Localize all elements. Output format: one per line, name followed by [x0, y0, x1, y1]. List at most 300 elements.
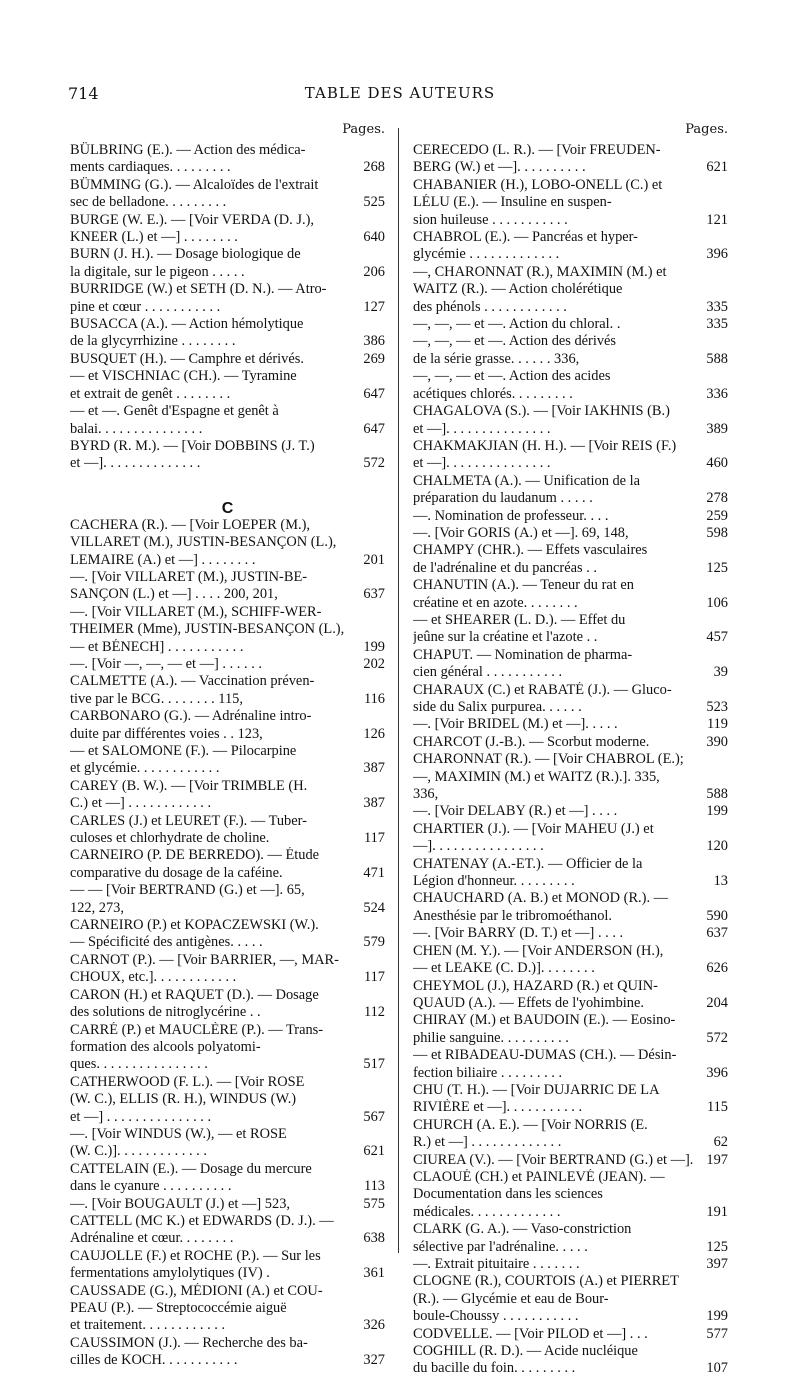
entry-text: — et BÉNECH] . . . . . . . . . . .	[70, 638, 244, 655]
entry-page-reference	[694, 978, 728, 995]
entry-page-reference: 588	[706, 786, 728, 803]
entry-text: 122, 273,	[70, 899, 124, 916]
entry-page-reference	[351, 1213, 385, 1230]
entry-line	[413, 925, 728, 942]
entry-line	[413, 421, 728, 438]
entry-page-reference: 621	[363, 1143, 385, 1160]
entry-line	[70, 351, 385, 368]
entry-page-reference: 206	[363, 263, 385, 280]
entry-page-reference: 523	[706, 699, 728, 715]
entry-text: CARNEIRO (P.) et KOPACZEWSKI (W.).	[70, 917, 319, 934]
index-entry	[70, 1161, 385, 1213]
entry-page-reference: 202	[363, 655, 385, 672]
entry-page-reference: 201	[363, 551, 385, 568]
entry-page-reference: 471	[363, 864, 385, 881]
entry-line	[70, 934, 385, 951]
index-entry	[413, 821, 728, 856]
entry-text: —. Nomination de professeur. . . .	[413, 507, 609, 524]
index-entry	[70, 1074, 385, 1161]
entry-line	[70, 1196, 385, 1213]
entry-line	[70, 1248, 385, 1265]
entry-text: CLARK (G. A.). — Vaso-constriction	[413, 1221, 632, 1238]
index-entry	[413, 1117, 728, 1152]
running-title: TABLE DES AUTEURS	[304, 84, 496, 102]
entry-line	[413, 560, 728, 577]
entry-text: 336,	[413, 786, 439, 803]
entry-page-reference	[694, 1012, 728, 1029]
entry-line	[413, 1030, 728, 1047]
entry-line	[413, 699, 728, 716]
entry-text: balai. . . . . . . . . . . . . . .	[70, 420, 203, 437]
entry-page-reference: 577	[706, 1325, 728, 1342]
entry-line	[413, 960, 728, 977]
index-entry	[70, 517, 385, 569]
index-entry	[70, 656, 385, 673]
entry-page-reference	[351, 368, 385, 385]
entry-line	[413, 299, 728, 316]
entry-text: CHAKMAKJIAN (H. H.). — [Voir REIS (F.)	[413, 437, 677, 454]
index-entry	[413, 1152, 728, 1169]
index-entry	[413, 1343, 728, 1378]
entry-page-reference: 119	[706, 716, 728, 733]
entry-text: CAREY (B. W.). — [Voir TRIMBLE (H.	[70, 777, 308, 794]
entry-page-reference: 115	[706, 1099, 728, 1116]
entry-text: COGHILL (R. D.). — Acide nucléique	[413, 1343, 638, 1360]
entry-text: préparation du laudanum . . . . .	[413, 490, 593, 507]
entry-line	[70, 281, 385, 298]
entry-line	[413, 595, 728, 612]
entry-text: — Spécificité des antigènes. . . . .	[70, 934, 263, 951]
entry-text: CAUSSIMON (J.). — Recherche des ba-	[70, 1334, 308, 1351]
entry-page-reference	[351, 1074, 385, 1091]
entry-line	[70, 1230, 385, 1247]
entry-page-reference: 637	[706, 925, 728, 942]
entry-text: BURGE (W. E.). — [Voir VERDA (D. J.),	[70, 211, 314, 228]
index-entry	[413, 751, 728, 821]
index-entry	[70, 438, 385, 473]
entry-text: et —]. . . . . . . . . . . . . . .	[413, 455, 551, 472]
entry-page-reference: 62	[713, 1134, 728, 1151]
entry-line	[70, 1004, 385, 1021]
entry-line	[413, 1065, 728, 1082]
entry-text: CARLES (J.) et LEURET (F.). — Tuber-	[70, 812, 307, 829]
index-entry	[413, 978, 728, 1013]
entry-text: sec de belladone. . . . . . . . .	[70, 194, 227, 211]
entry-text: THEIMER (Mme), JUSTIN-BESANÇON (L.),	[70, 621, 345, 638]
entry-page-reference	[351, 1091, 385, 1108]
entry-page-reference: 269	[363, 350, 385, 367]
pages-column-label: Pages.	[342, 122, 385, 137]
entry-text: CHAPUT. — Nomination de pharma-	[413, 646, 633, 663]
entry-line	[70, 1300, 385, 1317]
entry-page-reference: 460	[706, 455, 728, 472]
entry-text: CHIRAY (M.) et BAUDOIN (E.). — Eosino-	[413, 1012, 676, 1029]
entry-page-reference: 278	[706, 490, 728, 507]
entry-text: CHOUX, etc.]. . . . . . . . . . . .	[70, 969, 237, 986]
entry-page-reference	[694, 264, 728, 281]
entry-line	[70, 1039, 385, 1056]
entry-page-reference: 113	[363, 1178, 385, 1195]
entry-text: —. [Voir WINDUS (W.), — et ROSE	[70, 1125, 287, 1142]
entry-line	[70, 1126, 385, 1143]
entry-line	[413, 873, 728, 890]
entry-line	[70, 743, 385, 760]
index-entry	[70, 569, 385, 604]
entry-text: CHURCH (A. E.). — [Voir NORRIS (E.	[413, 1116, 648, 1133]
entry-line	[413, 194, 728, 211]
entry-page-reference: 389	[706, 420, 728, 437]
entry-text: comparative du dosage de la caféine.	[70, 864, 283, 881]
page-header	[0, 84, 800, 106]
entry-text: fermentations amylolytiques (IV) .	[70, 1265, 270, 1282]
entry-text: CHARONNAT (R.). — [Voir CHABROL (E.);	[413, 751, 684, 768]
entry-page-reference: 638	[363, 1230, 385, 1247]
entry-text: culoses et chlorhydrate de choline.	[70, 830, 270, 847]
entry-page-reference	[351, 882, 385, 899]
entry-page-reference: 640	[363, 229, 385, 246]
entry-line	[413, 1239, 728, 1256]
entry-text: — et VISCHNIAC (CH.). — Tyramine	[70, 368, 297, 385]
entry-text: —, CHARONNAT (R.), MAXIMIN (M.) et	[413, 263, 667, 280]
entry-page-reference	[694, 890, 728, 907]
index-entry	[413, 734, 728, 751]
entry-text: CHABANIER (H.), LOBO-ONELL (C.) et	[413, 176, 663, 193]
entry-line	[70, 726, 385, 743]
entry-text: de l'adrénaline et du pancréas . .	[413, 559, 597, 576]
entry-text: CARNOT (P.). — [Voir BARRIER, —, MAR-	[70, 951, 339, 968]
entry-page-reference: 106	[706, 594, 728, 611]
entry-line	[413, 281, 728, 298]
entry-line	[413, 525, 728, 542]
entry-line	[413, 1012, 728, 1029]
entry-line	[70, 264, 385, 281]
entry-line	[413, 1047, 728, 1064]
entry-page-reference: 39	[713, 664, 728, 681]
entry-page-reference	[694, 1343, 728, 1360]
entry-page-reference: 525	[363, 194, 385, 211]
entry-page-reference: 336	[706, 385, 728, 402]
entry-line	[70, 212, 385, 229]
index-entry	[70, 708, 385, 778]
entry-line	[70, 403, 385, 420]
entry-page-reference: 335	[706, 298, 728, 315]
entry-text: et traitement. . . . . . . . . . . .	[70, 1317, 226, 1334]
entry-line	[413, 1117, 728, 1134]
entry-text: Documentation dans les sciences	[413, 1186, 603, 1203]
entry-text: QUAUD (A.). — Effets de l'yohimbine.	[413, 994, 644, 1011]
entry-line	[70, 987, 385, 1004]
entry-line	[70, 656, 385, 673]
entry-text: la digitale, sur le pigeon . . . . .	[70, 263, 245, 280]
entry-page-reference	[351, 708, 385, 725]
entry-line	[70, 1022, 385, 1039]
entry-text: cilles de KOCH. . . . . . . . . . .	[70, 1352, 238, 1369]
entry-line	[70, 177, 385, 194]
entry-page-reference	[694, 856, 728, 873]
entry-page-reference: 457	[706, 629, 728, 646]
entry-line	[413, 890, 728, 907]
entry-text: CLOGNE (R.), COURTOIS (A.) et PIERRET	[413, 1273, 679, 1290]
entry-line	[70, 1178, 385, 1195]
entry-page-reference	[694, 403, 728, 420]
entry-page-reference: 116	[363, 690, 385, 707]
entry-page-reference	[351, 987, 385, 1004]
entry-page-reference: 517	[363, 1056, 385, 1073]
entry-text: —. [Voir GORIS (A.) et —]. 69, 148,	[413, 524, 629, 541]
entry-text: CHEN (M. Y.). — [Voir ANDERSON (H.),	[413, 942, 664, 959]
entry-line	[70, 569, 385, 586]
entry-page-reference	[351, 1039, 385, 1056]
entry-line	[413, 647, 728, 664]
entry-line	[70, 386, 385, 403]
index-entry	[413, 1221, 728, 1273]
entry-text: CHAGALOVA (S.). — [Voir IAKHNIS (B.)	[413, 403, 670, 420]
entry-page-reference	[694, 368, 728, 385]
index-entry	[413, 1012, 728, 1082]
index-entry	[413, 542, 728, 577]
entry-text: —, —, — et —. Action des dérivés	[413, 333, 617, 350]
entry-line	[70, 1283, 385, 1300]
entry-page-reference	[694, 821, 728, 838]
index-entry	[70, 1335, 385, 1370]
index-entry	[413, 1326, 728, 1343]
entry-text: pine et cœur . . . . . . . . . . .	[70, 298, 221, 315]
entry-line	[413, 1152, 728, 1169]
index-entries-b	[70, 142, 385, 473]
entry-line	[70, 1213, 385, 1230]
entry-text: —. [Voir BARRY (D. T.) et —] . . . .	[413, 925, 624, 942]
entry-line	[413, 264, 728, 281]
entry-text: philie sanguine. . . . . . . . . .	[413, 1029, 569, 1046]
entry-text: CAUJOLLE (F.) et ROCHE (P.). — Sur les	[70, 1247, 321, 1264]
index-entry	[413, 647, 728, 682]
entry-text: créatine et en azote. . . . . . . .	[413, 594, 578, 611]
entry-page-reference	[351, 952, 385, 969]
entry-page-reference: 13	[713, 873, 728, 890]
entry-line	[413, 508, 728, 525]
entry-page-reference	[351, 743, 385, 760]
entry-line	[413, 177, 728, 194]
entry-text: et —] . . . . . . . . . . . . . . .	[70, 1108, 212, 1125]
entry-text: formation des alcools polyatomi-	[70, 1038, 261, 1055]
entry-page-reference: 567	[363, 1108, 385, 1125]
entry-line	[70, 159, 385, 176]
index-entry	[413, 229, 728, 403]
entry-page-reference	[694, 682, 728, 699]
entry-text: —, —, — et —. Action des acides	[413, 368, 611, 385]
entry-text: Anesthésie par le tribromoéthanol.	[413, 907, 613, 924]
index-entry	[413, 1273, 728, 1325]
entry-line	[70, 865, 385, 882]
index-entry	[70, 1022, 385, 1074]
entry-text: CARBONARO (G.). — Adrénaline intro-	[70, 708, 312, 725]
index-entry	[413, 438, 728, 473]
entry-line	[70, 1265, 385, 1282]
index-entry	[413, 856, 728, 891]
entry-text: CHAUCHARD (A. B.) et MONOD (R.). —	[413, 890, 669, 907]
entry-line	[413, 1221, 728, 1238]
entry-page-reference	[694, 1169, 728, 1186]
entry-line	[70, 586, 385, 603]
entry-page-reference	[694, 438, 728, 455]
entry-page-reference: 126	[363, 725, 385, 742]
entry-page-reference	[351, 1248, 385, 1265]
entry-page-reference: 572	[363, 455, 385, 472]
entry-text: CHATENAY (A.-ET.). — Officier de la	[413, 855, 643, 872]
entry-line	[70, 229, 385, 246]
entry-page-reference: 268	[363, 159, 385, 176]
entry-text: des phénols . . . . . . . . . . . .	[413, 298, 567, 315]
entry-text: CATTELL (MC K.) et EDWARDS (D. J.). —	[70, 1212, 334, 1229]
entry-line	[70, 333, 385, 350]
index-entry	[413, 890, 728, 942]
entry-text: CHAMPY (CHR.). — Effets vasculaires	[413, 542, 648, 559]
entry-text: jeûne sur la créatine et l'azote . .	[413, 629, 598, 646]
entry-line	[70, 194, 385, 211]
index-entry	[70, 673, 385, 708]
entry-page-reference: 396	[706, 1064, 728, 1081]
entry-line	[70, 917, 385, 934]
entry-page-reference	[694, 1291, 728, 1308]
entry-line	[413, 1256, 728, 1273]
entry-page-reference: 626	[706, 960, 728, 977]
entry-page-reference	[351, 438, 385, 455]
entry-line	[70, 1352, 385, 1369]
entry-line	[70, 639, 385, 656]
entry-line	[413, 786, 728, 803]
entry-page-reference	[351, 142, 385, 159]
entry-page-reference	[351, 1022, 385, 1039]
entry-line	[70, 421, 385, 438]
entry-line	[413, 751, 728, 768]
entry-line	[413, 1169, 728, 1186]
entry-line	[413, 769, 728, 786]
entry-page-reference	[351, 1335, 385, 1352]
index-entry	[70, 987, 385, 1022]
entry-text: CHARAUX (C.) et RABATÉ (J.). — Gluco-	[413, 681, 672, 698]
entry-line	[413, 1099, 728, 1116]
entry-text: sion huileuse . . . . . . . . . . .	[413, 211, 568, 228]
entry-line	[413, 908, 728, 925]
entry-page-reference	[694, 612, 728, 629]
entry-text: —. [Voir BRIDEL (M.) et —]. . . . .	[413, 716, 618, 733]
entry-text: — et SALOMONE (F.). — Pilocarpine	[70, 743, 297, 759]
entry-text: glycémie . . . . . . . . . . . . .	[413, 246, 560, 263]
entry-page-reference	[694, 943, 728, 960]
entry-line	[413, 629, 728, 646]
entry-line	[413, 1291, 728, 1308]
entry-text: CIUREA (V.). — [Voir BERTRAND (G.) et —].	[413, 1151, 694, 1168]
entry-page-reference	[694, 769, 728, 786]
entry-line	[413, 943, 728, 960]
entry-line	[413, 455, 728, 472]
entry-text: WAITZ (R.). — Action cholérétique	[413, 281, 623, 298]
entry-text: fection biliaire . . . . . . . . .	[413, 1064, 563, 1081]
entry-line	[413, 838, 728, 855]
entry-line	[413, 351, 728, 368]
entry-page-reference: 327	[363, 1352, 385, 1369]
entry-text: BERG (W.) et —]. . . . . . . . . .	[413, 159, 586, 176]
entry-page-reference	[694, 142, 728, 159]
entry-text: C.) et —] . . . . . . . . . . . .	[70, 795, 212, 812]
entry-line	[70, 316, 385, 333]
entry-line	[70, 691, 385, 708]
entry-page-reference	[694, 177, 728, 194]
entry-line	[413, 1204, 728, 1221]
entry-page-reference	[351, 1126, 385, 1143]
entry-page-reference	[694, 333, 728, 350]
entry-text: CAUSSADE (G.), MÉDIONI (A.) et COU-	[70, 1282, 323, 1299]
entry-page-reference	[694, 577, 728, 594]
entry-text: CHU (T. H.). — [Voir DUJARRIC DE LA	[413, 1081, 660, 1098]
entry-text: —. Extrait pituitaire . . . . . . .	[413, 1256, 580, 1272]
entry-page-reference	[694, 1047, 728, 1064]
entry-line	[413, 473, 728, 490]
entry-text: dans le cyanure . . . . . . . . . .	[70, 1178, 232, 1195]
entry-page-reference: 199	[363, 638, 385, 655]
entry-text: BURRIDGE (W.) et SETH (D. N.). — Atro-	[70, 281, 327, 298]
entry-page-reference: 121	[706, 211, 728, 228]
entry-line	[70, 1335, 385, 1352]
index-entry	[70, 813, 385, 848]
index-entry	[70, 212, 385, 247]
index-entry	[70, 316, 385, 351]
entry-text: —. [Voir —, —, — et —] . . . . . .	[70, 655, 262, 672]
entry-line	[70, 142, 385, 159]
entry-text: R.) et —] . . . . . . . . . . . . .	[413, 1134, 562, 1151]
entry-page-reference	[351, 569, 385, 586]
entry-page-reference	[351, 778, 385, 795]
index-entry	[70, 778, 385, 813]
entry-line	[70, 438, 385, 455]
entry-line	[413, 1186, 728, 1203]
entry-line	[413, 995, 728, 1012]
entry-page-reference: 107	[706, 1360, 728, 1377]
entry-text: (W. C.)]. . . . . . . . . . . . .	[70, 1143, 207, 1160]
entry-line	[413, 1326, 728, 1343]
entry-text: des solutions de nitroglycérine . .	[70, 1004, 261, 1021]
entry-page-reference: 204	[706, 994, 728, 1011]
entry-line	[413, 1308, 728, 1325]
entry-text: BÜMMING (G.). — Alcaloïdes de l'extrait	[70, 176, 319, 193]
entry-line	[70, 708, 385, 725]
entry-page-reference: 588	[706, 350, 728, 367]
entry-line	[413, 821, 728, 838]
right-column	[413, 118, 728, 1378]
entry-page-reference: 524	[363, 899, 385, 916]
entry-page-reference: 191	[706, 1203, 728, 1220]
entry-page-reference	[351, 534, 385, 551]
entry-page-reference: 396	[706, 246, 728, 263]
index-entry	[70, 604, 385, 656]
entry-line	[70, 621, 385, 638]
entry-page-reference: 590	[706, 907, 728, 924]
entry-text: BYRD (R. M.). — [Voir DOBBINS (J. T.)	[70, 437, 315, 454]
entry-text: CATHERWOOD (F. L.). — [Voir ROSE	[70, 1073, 305, 1090]
page-number: 714	[68, 84, 99, 103]
entry-text: —. [Voir VILLARET (M.), SCHIFF-WER-	[70, 603, 322, 620]
entry-text: CATTELAIN (E.). — Dosage du mercure	[70, 1160, 312, 1177]
entry-text: CHARTIER (J.). — [Voir MAHEU (J.) et	[413, 820, 654, 837]
entry-line	[413, 159, 728, 176]
entry-page-reference	[351, 847, 385, 864]
entry-line	[413, 716, 728, 733]
entry-text: SANÇON (L.) et —] . . . . 200, 201,	[70, 586, 278, 603]
entry-line	[70, 1143, 385, 1160]
entry-page-reference: 579	[363, 934, 385, 951]
entry-line	[70, 455, 385, 472]
entry-page-reference: 125	[706, 559, 728, 576]
